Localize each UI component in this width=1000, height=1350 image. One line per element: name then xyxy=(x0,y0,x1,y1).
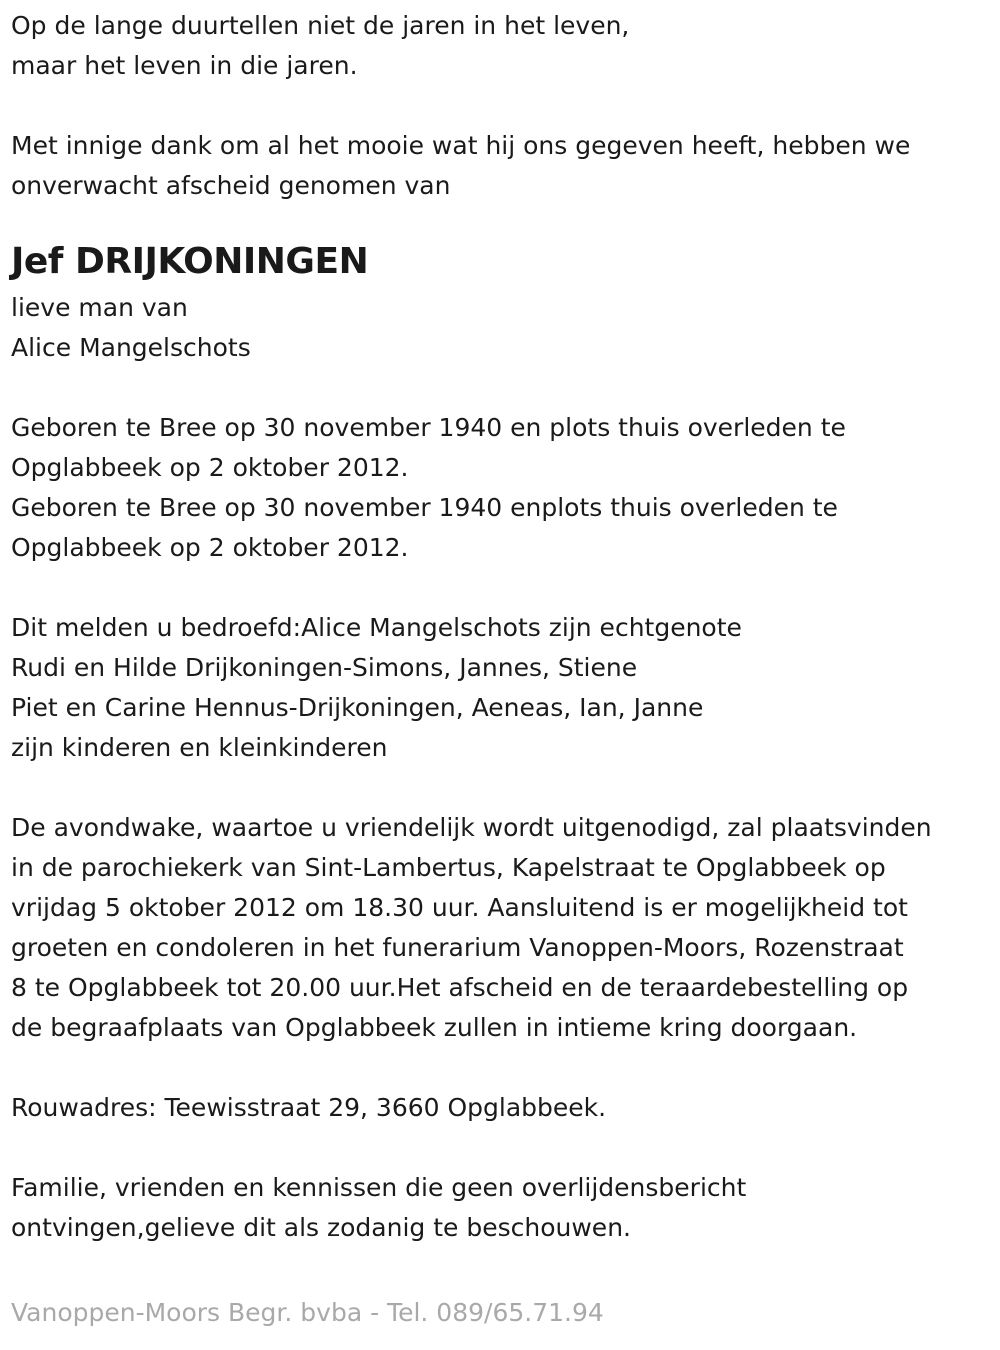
funeral-home-footer: Vanoppen-Moors Begr. bvba - Tel. 089/65.71.94 xyxy=(11,1298,604,1327)
family-line: zijn kinderen en kleinkinderen xyxy=(11,733,388,762)
wake-line: vrijdag 5 oktober 2012 om 18.30 uur. Aansluitend is er mogelijkheid tot xyxy=(11,893,908,922)
announcement xyxy=(11,126,991,206)
closing-note xyxy=(11,1168,991,1248)
birth-death-details xyxy=(11,408,991,568)
intro-line: maar het leven in die jaren. xyxy=(11,51,358,80)
deceased-name: Jef DRIJKONINGEN xyxy=(11,241,369,282)
deceased-relation: lieve man van xyxy=(11,293,188,322)
closing-line: Familie, vrienden en kennissen die geen overlijdensbericht xyxy=(11,1173,747,1202)
announcement-line: onverwacht afscheid genomen van xyxy=(11,171,451,200)
wake-line: 8 te Opglabbeek tot 20.00 uur.Het afscheid en de teraardebestelling op xyxy=(11,973,909,1002)
address-line: Rouwadres: Teewisstraat 29, 3660 Opglabbeek. xyxy=(11,1093,607,1122)
birth-death-line: Geboren te Bree op 30 november 1940 en plots thuis overleden te xyxy=(11,413,846,442)
wake-line: De avondwake, waartoe u vriendelijk wordt uitgenodigd, zal plaatsvinden xyxy=(11,813,932,842)
family-line: Dit melden u bedroefd:Alice Mangelschots zijn echtgenote xyxy=(11,613,742,642)
mourning-address xyxy=(11,1088,991,1128)
birth-death-line: Opglabbeek op 2 oktober 2012. xyxy=(11,533,409,562)
intro-quote xyxy=(11,6,991,86)
family-line: Piet en Carine Hennus-Drijkoningen, Aeneas, Ian, Janne xyxy=(11,693,704,722)
wake-line: de begraafplaats van Opglabbeek zullen in intieme kring doorgaan. xyxy=(11,1013,858,1042)
intro-line: Op de lange duurtellen niet de jaren in het leven, xyxy=(11,11,630,40)
birth-death-line: Opglabbeek op 2 oktober 2012. xyxy=(11,453,409,482)
announcement-line: Met innige dank om al het mooie wat hij ons gegeven heeft, hebben we xyxy=(11,131,911,160)
wake-line: in de parochiekerk van Sint-Lambertus, Kapelstraat te Opglabbeek op xyxy=(11,853,886,882)
family-line: Rudi en Hilde Drijkoningen-Simons, Jannes, Stiene xyxy=(11,653,638,682)
spouse-name: Alice Mangelschots xyxy=(11,333,251,362)
obituary-document xyxy=(11,6,991,1248)
deceased-block xyxy=(11,236,991,368)
birth-death-line: Geboren te Bree op 30 november 1940 enplots thuis overleden te xyxy=(11,493,838,522)
wake-line: groeten en condoleren in het funerarium Vanoppen-Moors, Rozenstraat xyxy=(11,933,904,962)
closing-line: ontvingen,gelieve dit als zodanig te beschouwen. xyxy=(11,1213,631,1242)
family-list xyxy=(11,608,991,768)
wake-details xyxy=(11,808,991,1048)
